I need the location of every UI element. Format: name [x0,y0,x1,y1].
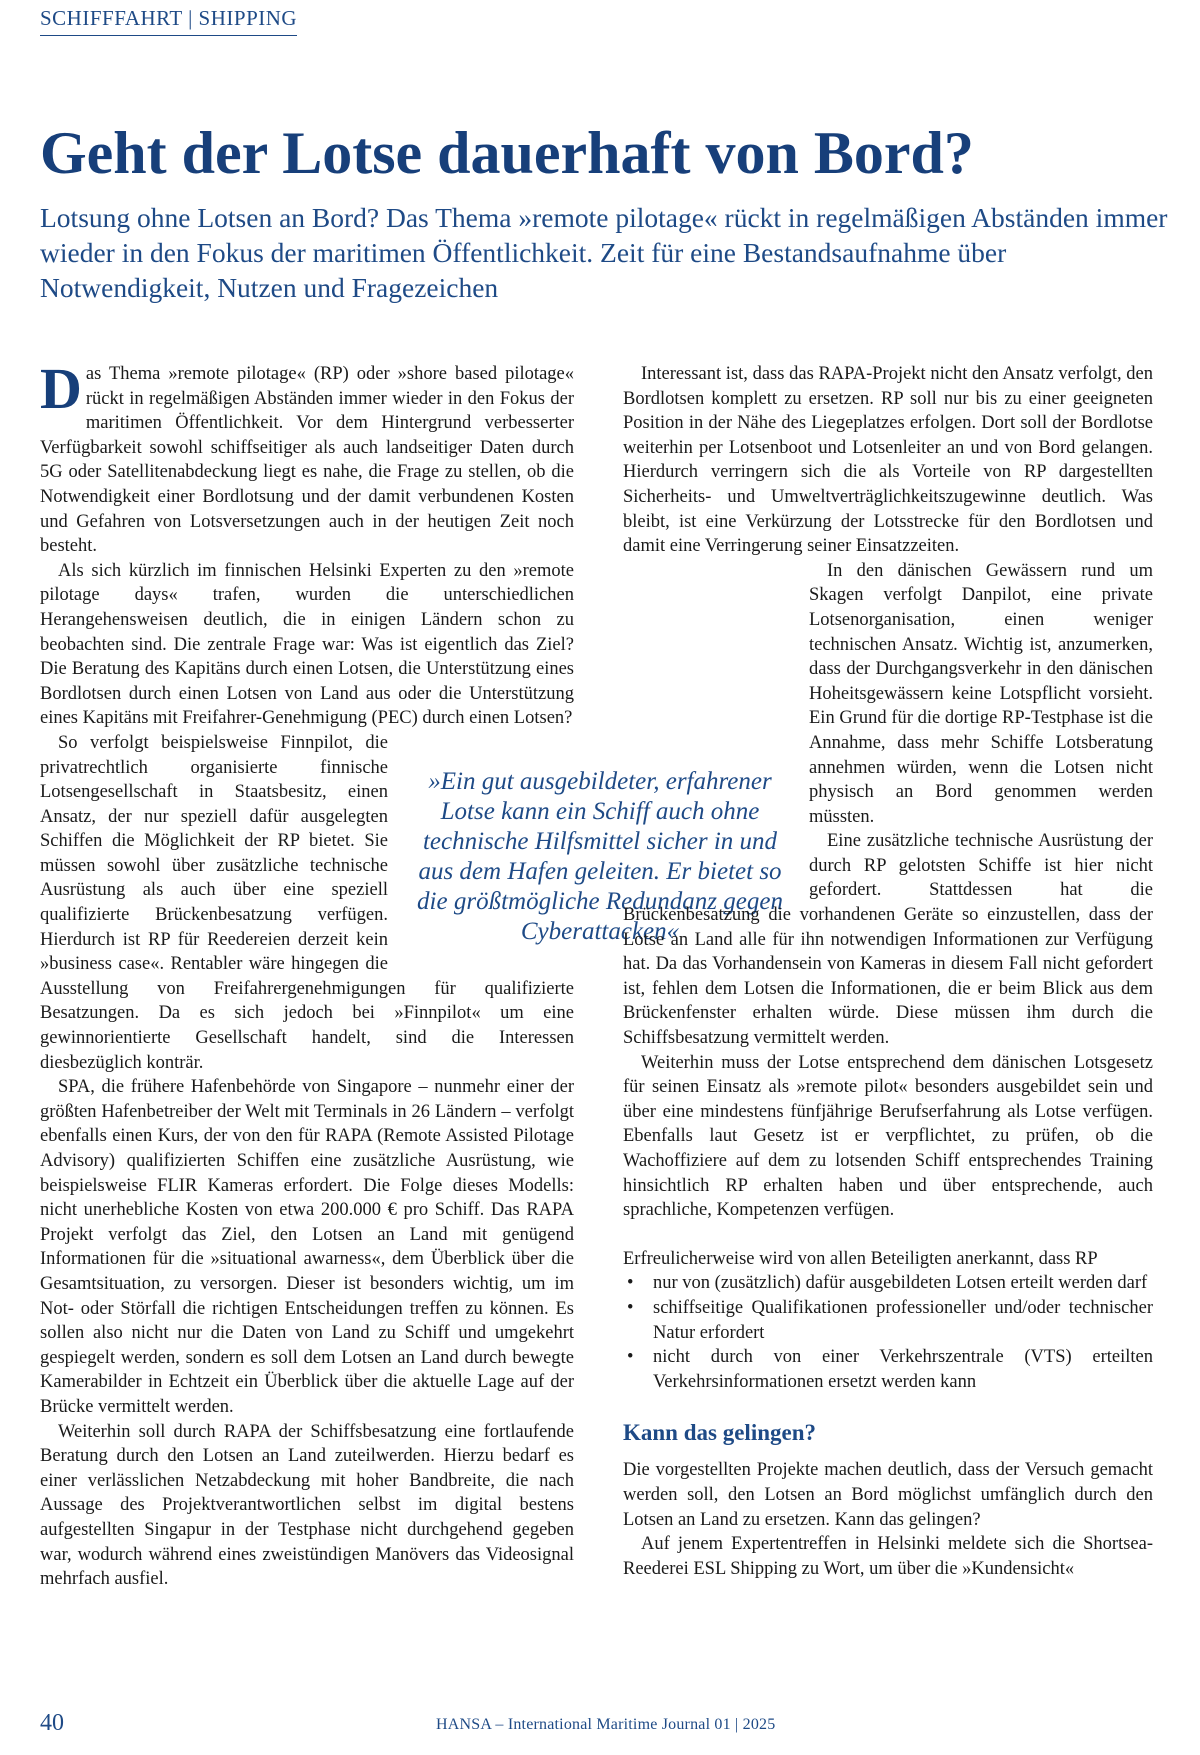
list-item [623,1345,1153,1394]
list-item-text: nicht durch von einer Verkehrszentrale (VTS) erteilten Verkehrsinformationen ersetzt werden kann [653,1347,1153,1392]
paragraph: Erfreulicherweise wird von allen Beteiligten anerkannt, dass RP [623,1248,1098,1269]
article-standfirst: Lotsung ohne Lotsen an Bord? Das Thema »remote pilotage« rückt in regelmäßigen Abständen immer wieder in den Fokus der maritimen Öffentlichkeit. Zeit für eine Bestandsaufnahme über Notwendigkeit, Nutzen und Fragezeichen [40,202,1168,303]
paragraph: Die vorgestellten Projekte machen deutlich, dass der Versuch gemacht werden soll, den Lotsen an Bord möglichst umfänglich durch den Lotsen an Land zu ersetzen. Kann das gelingen? [623,1460,1153,1530]
journal-footer: HANSA – International Maritime Journal 01 | 2025 [436,1716,776,1733]
bullet-list [623,1271,1153,1394]
paragraph: SPA, die frühere Hafenbehörde von Singapore – nunmehr einer der größten Hafenbetreiber der Welt mit Terminals in 26 Ländern – verfolgt ebenfalls einen Kurs, der von den für RAPA (Remote Assisted Pilotage Advisory) qualifizierten Schiffen eine zusätzliche Ausrüstung, wie beispielsweise FLIR Kameras erfordert. Die Folge dieses Modells: nicht unerhebliche Kosten von etwa 200.000 € pro Schiff. Das RAPA Projekt verfolgt das Ziel, den Lotsen an Land mit genügend Informationen für die »situational awarness«, dem Überblick über die Gesamtsituation, zu versorgen. Dieser ist besonders wichtig, um im Not- oder Störfall die richtigen Entscheidungen treffen zu können. Es sollen also nicht nur die Daten von Land zu Schiff und umgekehrt gespiegelt werden, sondern es soll dem Lotsen an Land durch bewegte Kamerabilder in Echtzeit ein Überblick über die aktuelle Lage auf der Brücke vermittelt werden. [40,1077,574,1417]
paragraph-text: as Thema »remote pilotage« (RP) oder »shore based pilotage« rückt in regelmäßigen Abständen immer wieder in den Fokus der maritimen Öffentlichkeit. Vor dem Hintergrund verbesserter Verfügbarkeit sowohl schiffseitiger als auch landseitiger Daten durch 5G oder Satellitenabdeckung liegt es nahe, die Frage zu stellen, ob die Notwendigkeit einer Bordlotsung und der damit verbundenen Kosten und Gefahren von Lotsversetzungen auch in der heutigen Zeit noch besteht. [40,364,574,557]
pull-quote: »Ein gut ausgebildeter, erfahrener Lotse kann ein Schiff auch ohne technische Hilfsmittel sicher in und aus dem Hafen geleiten. Er bietet so die größtmögliche Redundanz gegen Cyberattacken« [417,768,783,945]
article-title: Geht der Lotse dauerhaft von Bord? [40,120,974,186]
paragraph: Als sich kürzlich im finnischen Helsinki Experten zu den »remote pilotage days« trafen, wurden die unterschiedlichen Herangehensweisen deutlich, die in einigen Ländern schon zu beobachten sind. Die zentrale Frage war: Was ist eigentlich das Ziel? Die Beratung des Kapitäns durch einen Lotsen, die Unterstützung eines Bordlotsen durch einen Lotsen von Land aus oder die Unterstützung eines Kapitäns mit Freifahrer-Genehmigung (PEC) durch einen Lotsen? [40,560,574,729]
list-item [623,1271,1153,1296]
section-tag: SCHIFFFAHRT | SHIPPING [40,6,297,36]
paragraph: Weiterhin muss der Lotse entsprechend dem dänischen Lotsgesetz für seinen Einsatz als »remote pilot« besonders ausgebildet sein und über eine mindestens fünfjährige Berufserfahrung als Lotse verfügen. Ebenfalls laut Gesetz ist er verpflichtet, zu prüfen, ob die Wachoffiziere auf dem zu lotsenden Schiff entsprechendes Training hinsichtlich RP erhalten haben und über entsprechende, auch sprachliche, Kompetenzen verfügen. [623,1052,1153,1221]
paragraph: Weiterhin soll durch RAPA der Schiffsbesatzung eine fortlaufende Beratung durch den Lotsen an Land zuteilwerden. Hierzu bedarf es einer verlässlichen Netzabdeckung mit hoher Bandbreite, die nach Aussage des Projektverantwortlichen selbst im digital bestens aufgestellten Singapur in der Testphase nicht durchgehend gegeben war, wodurch während eines zweistündigen Manövers das Videosignal mehrfach ausfiel. [40,1421,574,1590]
paragraph [623,559,1153,830]
paragraph: Auf jenem Expertentreffen in Helsinki meldete sich die Shortsea-Reederei ESL Shipping zu Wort, um über die »Kundensicht« [623,1534,1153,1579]
subheading: Kann das gelingen? [623,1420,816,1446]
right-column [623,362,1153,1581]
paragraph [40,356,574,559]
paragraph-text: So verfolgt beispielsweise Finnpilot, die privatrechtlich organisierte finnische Lotsengesellschaft in Staatsbesitz, einen Ansatz, der nur speziell dafür ausgelegten Schiffen die Möglichkeit der RP bietet. Sie müssen sowohl über zusätzliche technische Ausrüstung als auch über eine speziell qualifizierte Brückenbesatzung verfügen. Hierdurch ist RP für Reedereien derzeit kein »business case«. Rentabler wäre hingegen die Ausstellung von Freifahrergenehmigungen für qualifizierte Besatzungen. Da es sich jedoch bei »Finnpilot« um eine gewinnorientierte Gesellschaft handelt, sind die Interessen diesbezüglich konträr. [40,732,574,1073]
paragraph: Eine zusätzliche technische Ausrüstung der durch RP gelotsten Schiffe ist hier nicht gefordert. Stattdessen hat die Brückenbesatzung die vorhandenen Geräte so einzustellen, dass der Lotse an Land alle für ihn notwendigen Informationen zur Verfügung hat. Da das Vorhandensein von Kameras in diesem Fall nicht gefordert ist, fehlen dem Lotsen die Informationen, die er beim Blick aus dem Brückenfenster erhalten würde. Diese müssen ihm durch die Schiffsbesatzung vermittelt werden. [623,831,1153,1049]
bullet-icon: • [627,1273,634,1294]
paragraph-text: In den dänischen Gewässern rund um Skagen verfolgt Danpilot, eine private Lotsenorganisation, einen weniger technischen Ansatz. Wichtig ist, anzumerken, dass der Durchgangsverkehr in den dänischen Hoheitsgewässern keine Lotspflicht vorsieht. Ein Grund für die dortige RP-Testphase ist die Annahme, dass mehr Schiffe Lotsberatung annehmen würden, wenn die Lotsen nicht physisch an Bord genommen werden müssten. [809,560,1153,827]
left-column [40,356,574,1592]
paragraph: Interessant ist, dass das RAPA-Projekt nicht den Ansatz verfolgt, den Bordlotsen komplett zu ersetzen. RP soll nur bis zu einer geeigneten Position in der Nähe des Liegeplatzes erfolgen. Dort soll der Bordlotse weiterhin per Lotsenboot und Lotsenleiter an und von Bord gelangen. Hierdurch verringern sich die als Vorteile von RP dargestellten Sicherheits- und Umweltverträglichkeitszugewinne deutlich. Was bleibt, ist eine Verkürzung der Lotsstrecke für den Bordlotsen und damit eine Verringerung seiner Einsatzzeiten. [623,364,1153,557]
drop-cap: D [40,356,82,421]
bullet-icon: • [627,1297,634,1318]
list-item-text: nur von (zusätzlich) dafür ausgebildeten Lotsen erteilt werden darf [653,1273,1148,1294]
bullet-icon: • [627,1347,634,1368]
list-item [623,1296,1153,1345]
page-number: 40 [40,1710,64,1736]
list-item-text: schiffseitige Qualifikationen professioneller und/oder technischer Natur erfordert [653,1297,1153,1343]
pull-quote-gap [623,643,809,893]
